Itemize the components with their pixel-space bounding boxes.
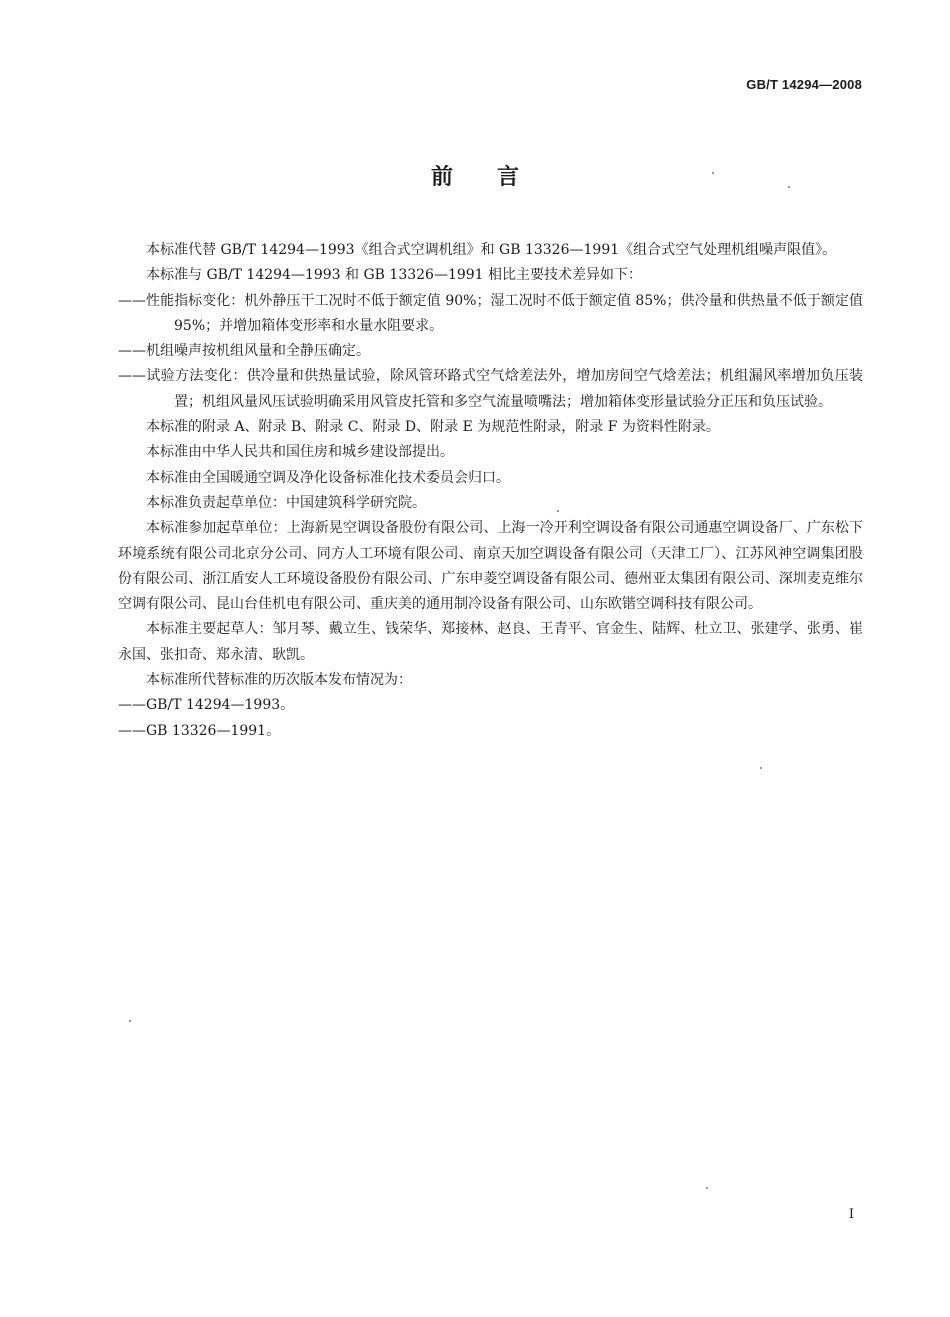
proposer-statement: 本标准由中华人民共和国住房和城乡建设部提出。 xyxy=(146,444,454,461)
annex-statement: 本标准的附录 A、附录 B、附录 C、附录 D、附录 E 为规范性附录，附录 F 为资料性附录。 xyxy=(146,419,720,436)
difference-item: ——性能指标变化：机外静压干工况时不低于额定值 90%；湿工况时不低于额定值 85%；供冷量和供热量不低于额定值 95%；并增加箱体变形率和水量水阻要求。 xyxy=(118,292,863,334)
history-item: ——GB/T 14294—1993。 xyxy=(118,697,295,714)
difference-item: ——试验方法变化：供冷量和供热量试验，除风管环路式空气焓差法外，增加房间空气焓差法；机组漏风率增加负压装置；机组风量风压试验明确采用风管皮托管和多空气流量喷嘴法；增加箱体变形量试验分正压和负压试验。 xyxy=(118,368,863,410)
standard-code: GB/T 14294—2008 xyxy=(746,77,862,92)
page-number: I xyxy=(848,1207,854,1222)
scan-speck xyxy=(129,1020,131,1022)
administrator-statement: 本标准由全国暖通空调及净化设备标准化技术委员会归口。 xyxy=(146,469,510,486)
page-title: 前 言 xyxy=(430,165,519,190)
main-drafters: 本标准主要起草人：邹月琴、戴立生、钱荣华、郑接林、赵良、王青平、官金生、陆辉、杜立卫、张建学、张勇、崔永国、张扣奇、郑永清、耿凯。 xyxy=(118,621,863,663)
scan-speck xyxy=(712,172,714,174)
scan-speck xyxy=(788,186,790,188)
history-intro: 本标准所代替标准的历次版本发布情况为： xyxy=(146,672,412,689)
replacement-statement: 本标准代替 GB/T 14294—1993《组合式空调机组》和 GB 13326—1991《组合式空气处理机组噪声限值》。 xyxy=(146,242,837,258)
lead-drafter-statement: 本标准负责起草单位：中国建筑科学研究院。 xyxy=(146,494,426,511)
scan-speck xyxy=(706,1187,708,1189)
foreword-body xyxy=(118,238,863,744)
history-item: ——GB 13326—1991。 xyxy=(118,722,281,739)
difference-item: ——机组噪声按机组风量和全静压确定。 xyxy=(118,343,370,360)
participating-drafters: 本标准参加起草单位：上海新晃空调设备股份有限公司、上海一冷开利空调设备有限公司通惠空调设备厂、广东松下环境系统有限公司北京分公司、同方人工环境有限公司、南京天加空调设备有限公司（天津工厂）、江苏风神空调集团股份有限公司、浙江盾安人工环境设备股份有限公司、广东申菱空调设备有限公司、德州亚太集团有限公司、深圳麦克维尔空调有限公司、昆山台佳机电有限公司、重庆美的通用制冷设备有限公司、山东欧锴空调科技有限公司。 xyxy=(118,520,863,613)
differences-intro: 本标准与 GB/T 14294—1993 和 GB 13326—1991 相比主要技术差异如下： xyxy=(146,267,643,284)
scan-speck xyxy=(760,767,762,769)
scan-speck xyxy=(557,510,559,512)
